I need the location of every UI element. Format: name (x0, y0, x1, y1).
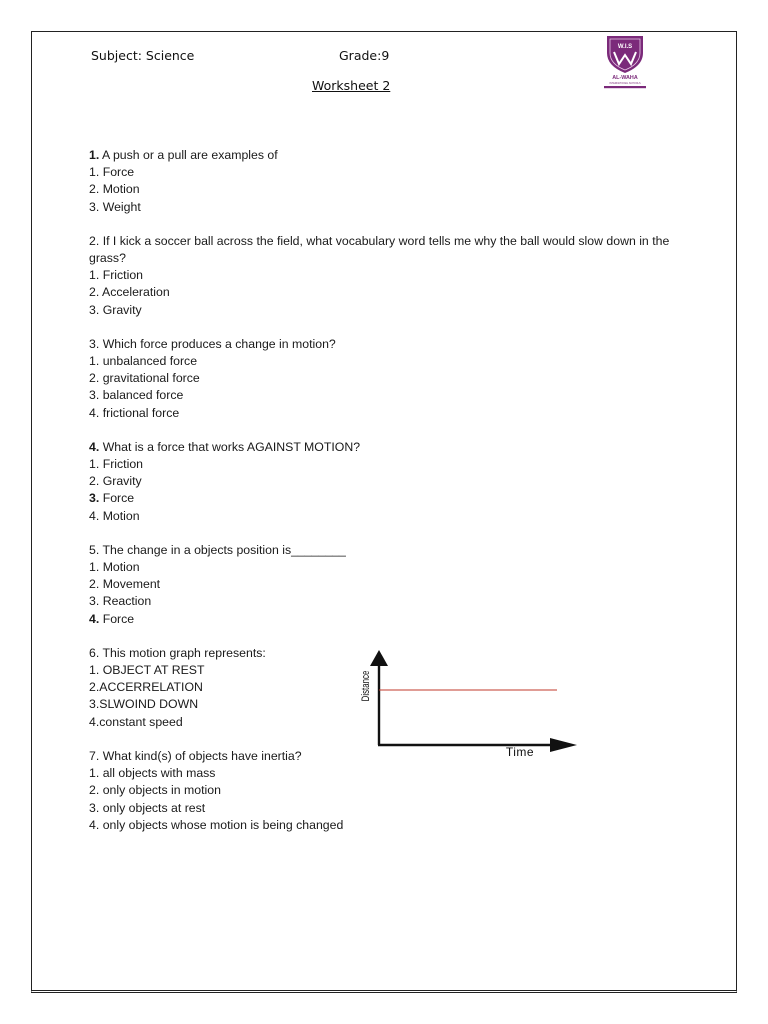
option-text: gravitational force (102, 371, 200, 386)
answer-option (89, 593, 709, 610)
x-axis-arrow-icon (550, 738, 577, 752)
answer-option (89, 800, 709, 817)
grade-label: Grade:9 (339, 48, 390, 63)
option-text: Friction (102, 268, 144, 283)
question-block (89, 748, 709, 834)
answer-option (89, 456, 709, 473)
option-text: Weight (102, 199, 141, 214)
y-axis-label: Distance (359, 670, 373, 702)
option-text: unbalanced force (102, 354, 198, 369)
option-number: 2. (89, 474, 100, 489)
option-number: 4. (89, 508, 100, 523)
option-text: Gravity (102, 474, 142, 489)
option-text: ACCERRELATION (99, 680, 203, 695)
question-number: 2. (89, 233, 100, 248)
answer-option (89, 817, 709, 834)
answer-option (89, 164, 709, 181)
question-stem (89, 439, 709, 456)
option-number: 1. (89, 560, 100, 575)
option-number: 1. (89, 766, 100, 781)
option-text: OBJECT AT REST (102, 663, 205, 678)
answer-option (89, 284, 709, 301)
option-number: 2. (89, 680, 100, 695)
option-number: 3. (89, 302, 100, 317)
question-text: What kind(s) of objects have inertia? (102, 748, 302, 763)
answer-option (89, 490, 709, 507)
option-number: 2. (89, 577, 100, 592)
option-text: Motion (102, 508, 140, 523)
motion-graph (352, 648, 582, 760)
question-block (89, 233, 709, 319)
answer-option (89, 387, 709, 404)
option-text: Force (102, 491, 135, 506)
question-number: 6. (89, 645, 100, 660)
option-number: 3. (89, 491, 100, 506)
option-number: 1. (89, 165, 100, 180)
option-number: 4. (89, 611, 100, 626)
answer-option (89, 181, 709, 198)
question-block (89, 147, 709, 216)
answer-option (89, 353, 709, 370)
option-number: 1. (89, 457, 100, 472)
answer-option (89, 611, 709, 628)
answer-option (89, 302, 709, 319)
option-number: 2. (89, 182, 100, 197)
answer-option (89, 576, 709, 593)
option-number: 1. (89, 268, 100, 283)
subject-label: Subject: Science (91, 48, 195, 63)
option-text: SLWOIND DOWN (99, 697, 199, 712)
question-text: The change in a objects position is________ (102, 542, 346, 557)
option-text: Movement (102, 577, 161, 592)
option-text: constant speed (99, 714, 183, 729)
option-number: 1. (89, 354, 100, 369)
option-number: 3. (89, 199, 100, 214)
option-text: Gravity (102, 302, 142, 317)
option-number: 4. (89, 714, 100, 729)
question-text: If I kick a soccer ball across the field, what vocabulary word tells me why the ball would slow down in the grass? (89, 233, 670, 266)
answer-option (89, 267, 709, 284)
option-text: only objects in motion (102, 783, 221, 798)
worksheet-title: Worksheet 2 (312, 78, 391, 93)
option-number: 3. (89, 594, 100, 609)
question-number: 4. (89, 439, 100, 454)
answer-option (89, 405, 709, 422)
question-block (89, 439, 709, 525)
question-text: This motion graph represents: (102, 645, 266, 660)
answer-option (89, 508, 709, 525)
answer-option (89, 199, 709, 216)
school-logo (601, 33, 649, 89)
option-number: 1. (89, 663, 100, 678)
logo-initials: W.I.S (617, 44, 633, 50)
option-number: 4. (89, 405, 100, 420)
question-text: What is a force that works AGAINST MOTION? (102, 439, 361, 454)
logo-underline-bar (604, 86, 646, 88)
question-number: 3. (89, 336, 100, 351)
option-text: Force (102, 611, 135, 626)
option-text: only objects whose motion is being changed (102, 817, 344, 832)
answer-option (89, 765, 709, 782)
option-text: Friction (102, 457, 144, 472)
question-text: Which force produces a change in motion? (102, 336, 336, 351)
question-block (89, 542, 709, 628)
option-text: Acceleration (102, 285, 170, 300)
option-text: Motion (102, 182, 140, 197)
option-number: 3. (89, 697, 100, 712)
answer-option (89, 473, 709, 490)
logo-subtext: INTERNATIONAL SCHOOLS (609, 82, 641, 85)
y-axis-arrow-icon (370, 650, 388, 666)
question-stem (89, 336, 709, 353)
answer-option (89, 559, 709, 576)
question-text: A push or a pull are examples of (102, 148, 278, 162)
option-number: 2. (89, 783, 100, 798)
option-number: 2. (89, 371, 100, 386)
question-stem (89, 233, 709, 267)
option-number: 3. (89, 388, 100, 403)
question-stem (89, 542, 709, 559)
question-stem (89, 147, 709, 164)
question-block (89, 336, 709, 422)
option-text: only objects at rest (102, 800, 206, 815)
answer-option (89, 370, 709, 387)
logo-name: AL-WAHA (612, 75, 638, 81)
question-number: 1. (89, 148, 100, 162)
option-number: 3. (89, 800, 100, 815)
question-number: 5. (89, 542, 100, 557)
option-number: 2. (89, 285, 100, 300)
option-text: balanced force (102, 388, 184, 403)
option-text: frictional force (102, 405, 180, 420)
option-text: Reaction (102, 594, 152, 609)
x-axis-label: Time (505, 745, 535, 759)
option-text: Motion (102, 560, 140, 575)
answer-option (89, 782, 709, 799)
question-number: 7. (89, 748, 100, 763)
option-text: Force (102, 165, 135, 180)
option-text: all objects with mass (102, 766, 216, 781)
option-number: 4. (89, 817, 100, 832)
